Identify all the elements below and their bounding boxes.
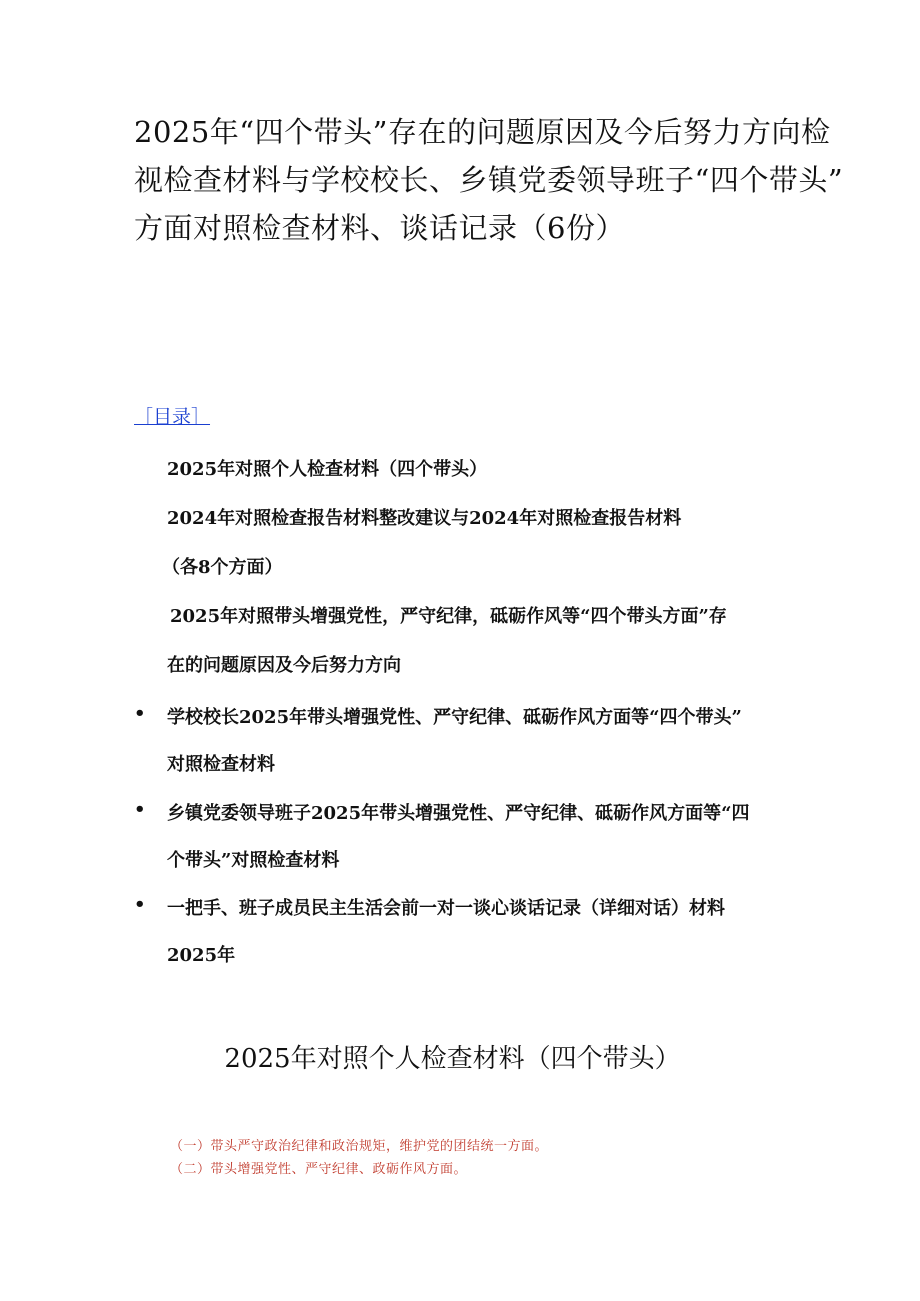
section-heading: 2025年对照个人检查材料（四个带头）	[224, 1044, 681, 1074]
section-subitem: （一）带头严守政治纪律和政治规矩，维护党的团结统一方面。	[170, 1139, 549, 1154]
toc-item-continuation[interactable]: （各8个方面）	[162, 557, 283, 578]
toc-item[interactable]: 2025年对照个人检查材料（四个带头）	[167, 459, 488, 480]
toc-bullet-item[interactable]: 乡镇党委领导班子2025年带头增强党性、严守纪律、砥砺作风方面等“四	[167, 803, 750, 824]
toc-link[interactable]: ［目录］	[134, 406, 211, 428]
toc-bullet-item[interactable]: 学校校长2025年带头增强党性、严守纪律、砥砺作风方面等“四个带头”	[167, 707, 742, 728]
toc-item-continuation[interactable]: 个带头”对照检查材料	[167, 850, 340, 871]
document-title	[134, 108, 844, 252]
bullet-dot: •	[134, 894, 146, 915]
toc-item[interactable]: 2024年对照检查报告材料整改建议与2024年对照检查报告材料	[167, 508, 682, 529]
toc-item[interactable]: 2025年对照带头增强党性，严守纪律，砥砺作风等“四个带头方面”存	[170, 606, 727, 627]
toc-item-continuation[interactable]: 在的问题原因及今后努力方向	[167, 655, 401, 676]
title-line: 方面对照检查材料、谈话记录（6份）	[134, 211, 625, 245]
title-line: 视检查材料与学校校长、乡镇党委领导班子“四个带头”	[134, 163, 844, 197]
title-line: 2025年“四个带头”存在的问题原因及今后努力方向检	[134, 115, 831, 149]
bullet-dot: •	[134, 799, 146, 820]
section-subitem: （二）带头增强党性、严守纪律、政砺作风方面。	[170, 1162, 468, 1177]
toc-bullet-item[interactable]: 一把手、班子成员民主生活会前一对一谈心谈话记录（详细对话）材料	[167, 898, 725, 919]
toc-item-continuation[interactable]: 2025年	[167, 945, 236, 966]
bullet-dot: •	[134, 703, 146, 724]
toc-item-continuation[interactable]: 对照检查材料	[167, 754, 275, 775]
